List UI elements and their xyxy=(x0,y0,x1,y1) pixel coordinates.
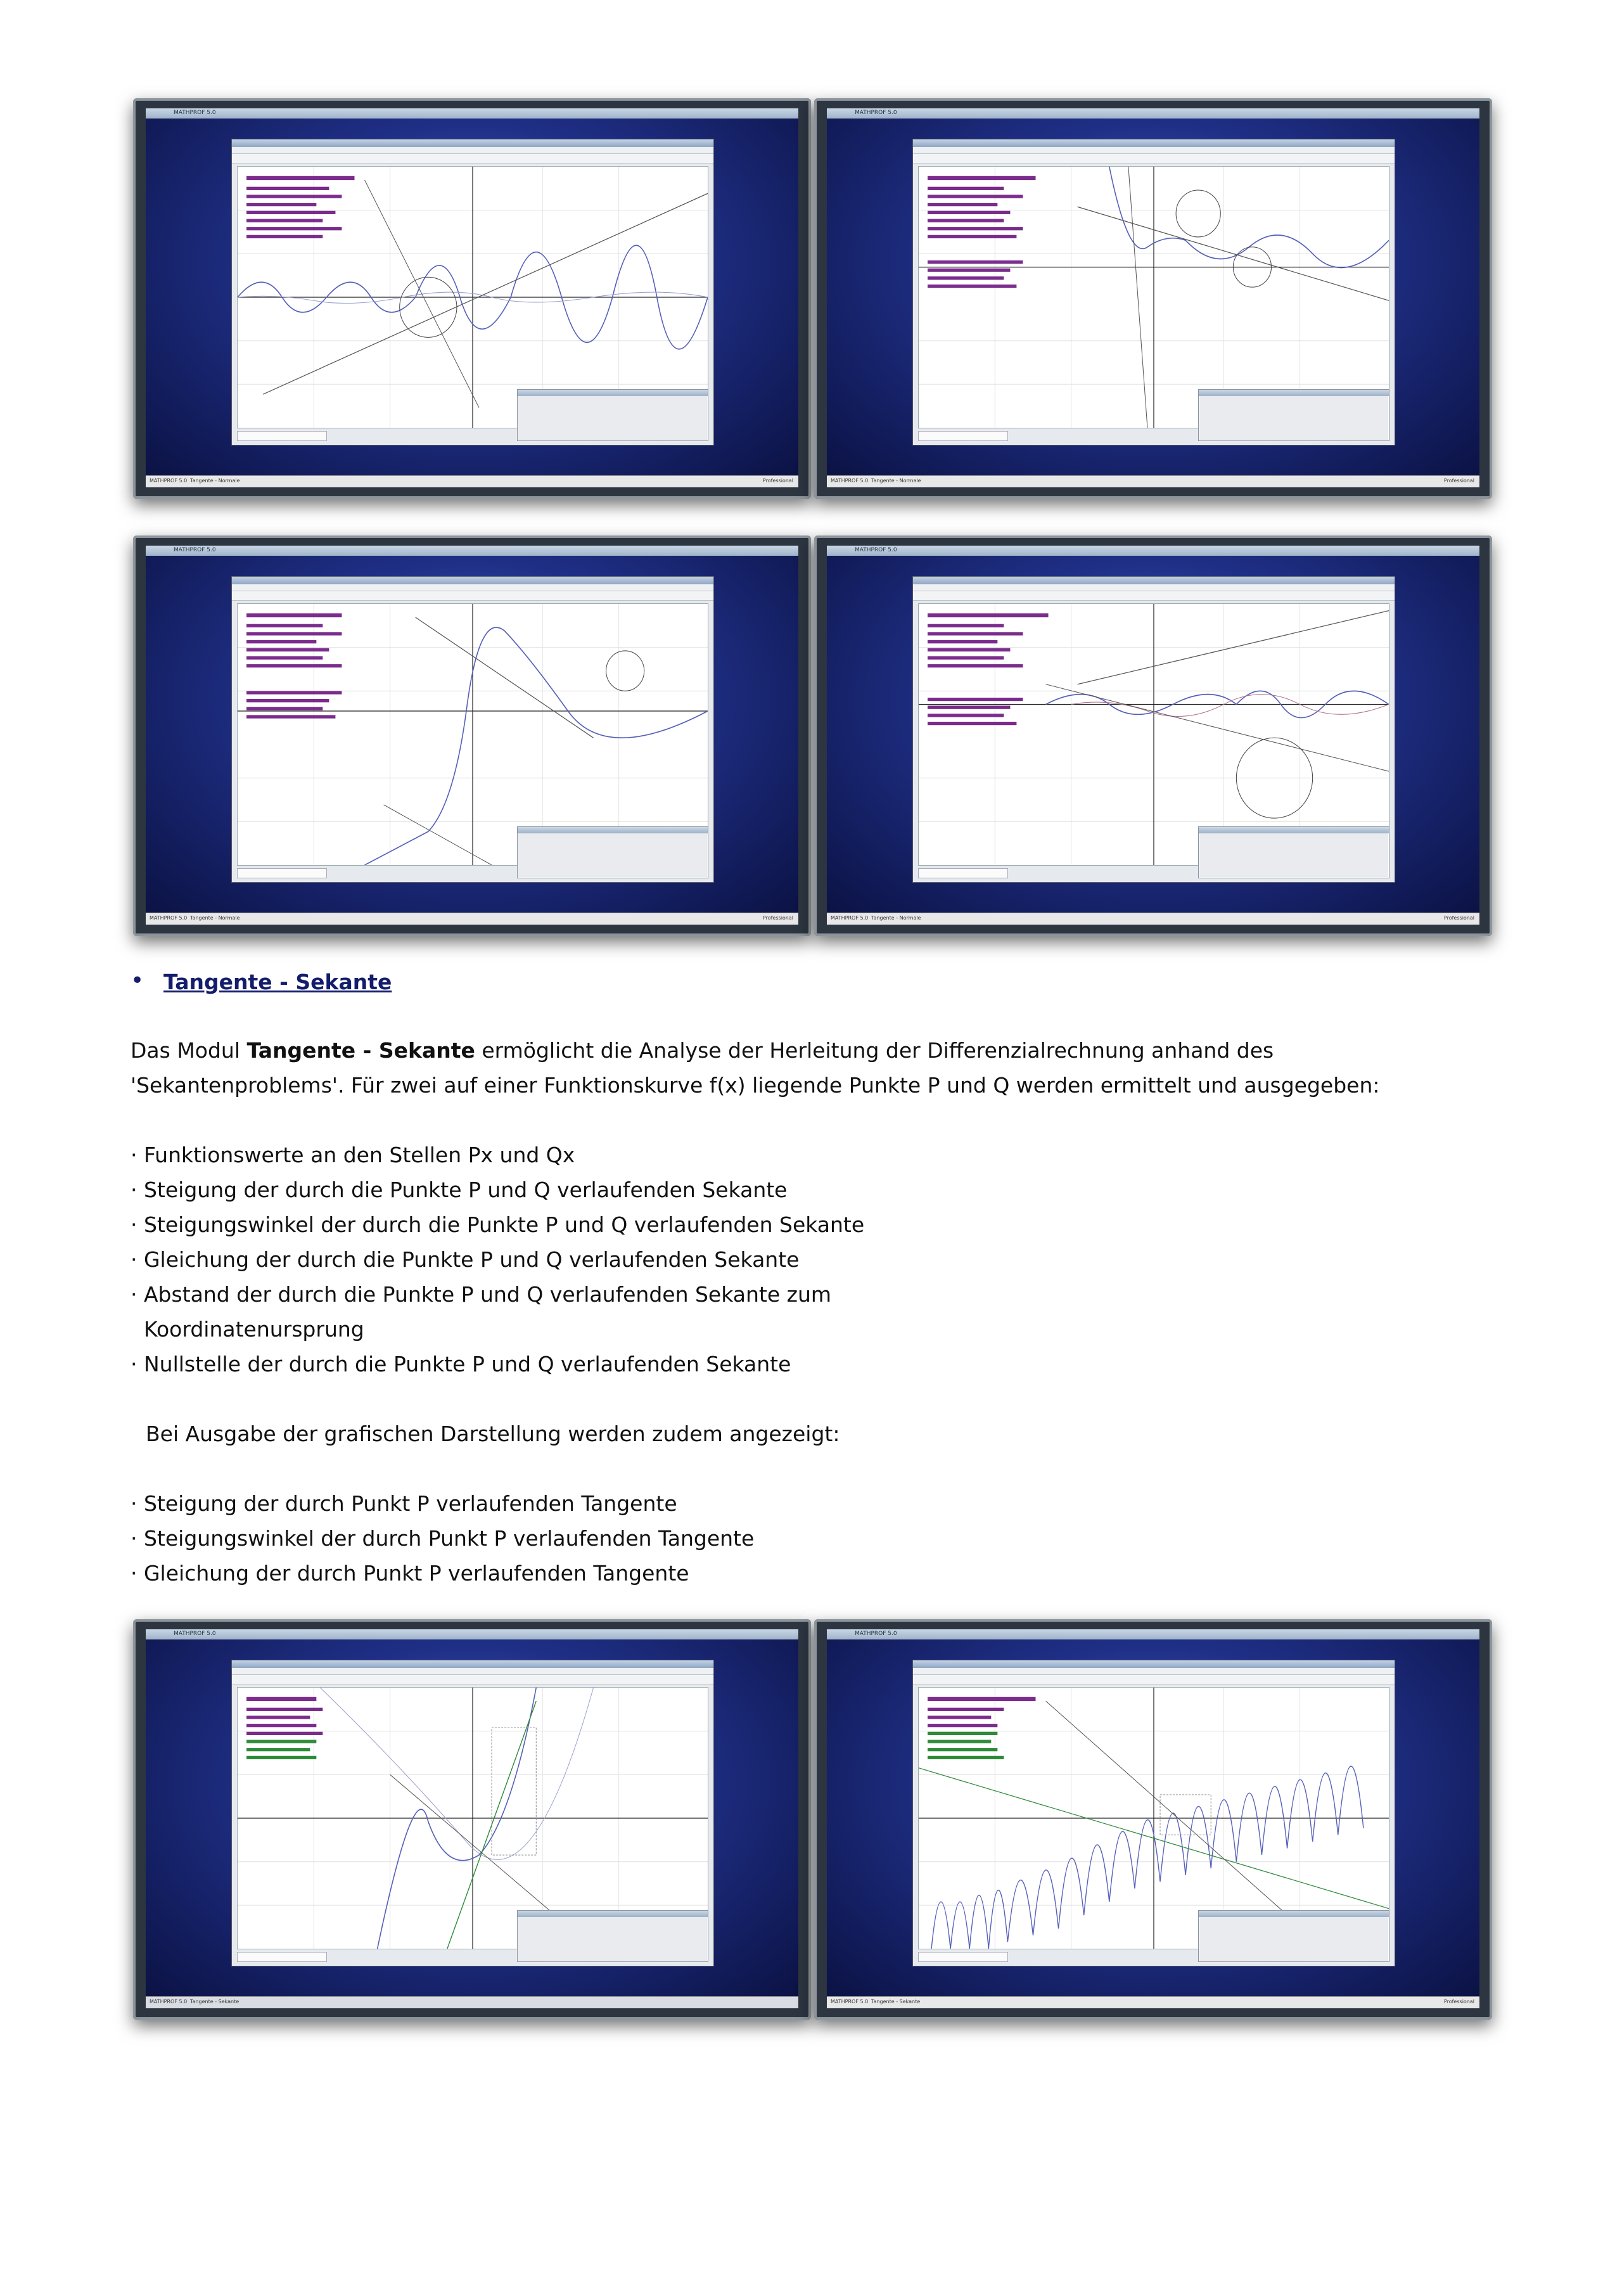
app-title: MATHPROF 5.0 xyxy=(855,110,897,116)
screenshot-4 xyxy=(814,536,1492,936)
screenshot-3 xyxy=(133,536,811,936)
status-edition: Professional xyxy=(1443,915,1474,921)
status-app: MATHPROF 5.0 xyxy=(150,478,188,484)
toolbar[interactable] xyxy=(913,591,1395,601)
status-bar xyxy=(146,475,798,487)
status-bar xyxy=(146,913,798,925)
toolbar[interactable] xyxy=(913,1675,1395,1684)
list1-item-6: Koordinatenursprung xyxy=(131,1317,364,1342)
screenshot-1 xyxy=(133,98,811,499)
taskbar[interactable] xyxy=(146,1996,798,2008)
toolbar[interactable] xyxy=(913,154,1395,164)
window-titlebar xyxy=(232,1660,713,1668)
menu-bar[interactable] xyxy=(232,147,713,154)
options-panel[interactable] xyxy=(1198,1910,1389,1962)
window-titlebar xyxy=(913,139,1395,147)
app-title: MATHPROF 5.0 xyxy=(174,110,216,116)
status-app: MATHPROF 5.0 xyxy=(150,915,188,921)
window-titlebar xyxy=(232,577,713,584)
screenshot-6 xyxy=(814,1619,1492,2020)
list1-item-7: · Nullstelle der durch die Punkte P und Q verlaufenden Sekante xyxy=(131,1352,791,1376)
status-module: Tangente - Sekante xyxy=(871,1999,921,2004)
list1-item-3: · Steigungswinkel der durch die Punkte P und Q verlaufenden Sekante xyxy=(131,1212,865,1237)
app-title: MATHPROF 5.0 xyxy=(855,547,897,553)
intro-paragraph xyxy=(131,1033,1512,1068)
status-edition: Professional xyxy=(1443,1999,1474,2004)
status-edition: Professional xyxy=(1443,478,1474,484)
section-bullet: • xyxy=(131,968,144,994)
toolbar[interactable] xyxy=(232,591,713,601)
window-titlebar xyxy=(913,577,1395,584)
app-titlebar xyxy=(827,108,1479,119)
window-titlebar xyxy=(913,1660,1395,1668)
status-app: MATHPROF 5.0 xyxy=(831,915,869,921)
app-titlebar xyxy=(827,546,1479,556)
status-module: Tangente - Sekante xyxy=(190,1999,239,2004)
intro-module-name: Tangente - Sekante xyxy=(246,1038,475,1063)
module-window xyxy=(231,139,714,446)
options-panel[interactable] xyxy=(1198,389,1389,441)
list2-item-1: · Steigung der durch Punkt P verlaufenden Tangente xyxy=(131,1491,677,1516)
options-panel[interactable] xyxy=(517,389,708,441)
status-edition: Professional xyxy=(762,478,793,484)
app-titlebar xyxy=(827,1629,1479,1640)
screenshot-5 xyxy=(133,1619,811,2020)
status-module: Tangente - Normale xyxy=(190,915,240,921)
coordinate-readout xyxy=(918,868,1008,878)
status-module: Tangente - Normale xyxy=(871,915,921,921)
menu-bar[interactable] xyxy=(232,1668,713,1675)
menu-bar[interactable] xyxy=(232,584,713,591)
menu-bar[interactable] xyxy=(913,147,1395,154)
status-app: MATHPROF 5.0 xyxy=(831,1999,869,2004)
app-title: MATHPROF 5.0 xyxy=(855,1631,897,1637)
toolbar[interactable] xyxy=(232,154,713,164)
module-window xyxy=(912,576,1395,883)
list1-item-4: · Gleichung der durch die Punkte P und Q verlaufenden Sekante xyxy=(131,1247,800,1272)
status-bar xyxy=(827,475,1479,487)
list2-item-3: · Gleichung der durch Punkt P verlaufenden Tangente xyxy=(131,1561,689,1586)
module-window xyxy=(231,576,714,883)
screenshot-2 xyxy=(814,98,1492,499)
module-window xyxy=(231,1660,714,1966)
coordinate-readout xyxy=(918,1952,1008,1962)
module-window xyxy=(912,1660,1395,1966)
list1-item-5: · Abstand der durch die Punkte P und Q verlaufenden Sekante zum xyxy=(131,1282,832,1307)
list1-item-1: · Funktionswerte an den Stellen Px und Qx xyxy=(131,1143,575,1167)
list1-item-2: · Steigung der durch die Punkte P und Q verlaufenden Sekante xyxy=(131,1177,788,1202)
intro-text-1: Das Modul xyxy=(131,1038,247,1063)
coordinate-readout xyxy=(237,431,327,441)
status-bar xyxy=(827,1996,1479,2008)
list2-item-2: · Steigungswinkel der durch Punkt P verlaufenden Tangente xyxy=(131,1526,755,1551)
middle-note: Bei Ausgabe der grafischen Darstellung werden zudem angezeigt: xyxy=(146,1421,840,1446)
status-module: Tangente - Normale xyxy=(190,478,240,484)
options-panel[interactable] xyxy=(517,826,708,878)
toolbar[interactable] xyxy=(232,1675,713,1684)
status-app: MATHPROF 5.0 xyxy=(831,478,869,484)
menu-bar[interactable] xyxy=(913,1668,1395,1675)
status-bar xyxy=(827,913,1479,925)
menu-bar[interactable] xyxy=(913,584,1395,591)
app-titlebar xyxy=(146,1629,798,1640)
intro-line-2: 'Sekantenproblems'. Für zwei auf einer Funktionskurve f(x) liegende Punkte P und Q werden ermittelt und ausgegeben: xyxy=(131,1073,1380,1098)
window-titlebar xyxy=(232,139,713,147)
section-title-link[interactable]: Tangente - Sekante xyxy=(163,970,392,994)
intro-text-2: ermöglicht die Analyse der Herleitung der Differenzialrechnung anhand des xyxy=(475,1038,1274,1063)
app-title: MATHPROF 5.0 xyxy=(174,547,216,553)
app-title: MATHPROF 5.0 xyxy=(174,1631,216,1637)
options-panel[interactable] xyxy=(1198,826,1389,878)
coordinate-readout xyxy=(918,431,1008,441)
app-titlebar xyxy=(146,546,798,556)
status-edition: Professional xyxy=(762,915,793,921)
coordinate-readout xyxy=(237,868,327,878)
app-titlebar xyxy=(146,108,798,119)
options-panel[interactable] xyxy=(517,1910,708,1962)
module-window xyxy=(912,139,1395,446)
status-module: Tangente - Normale xyxy=(871,478,921,484)
coordinate-readout xyxy=(237,1952,327,1962)
status-app: MATHPROF 5.0 xyxy=(150,1999,188,2004)
